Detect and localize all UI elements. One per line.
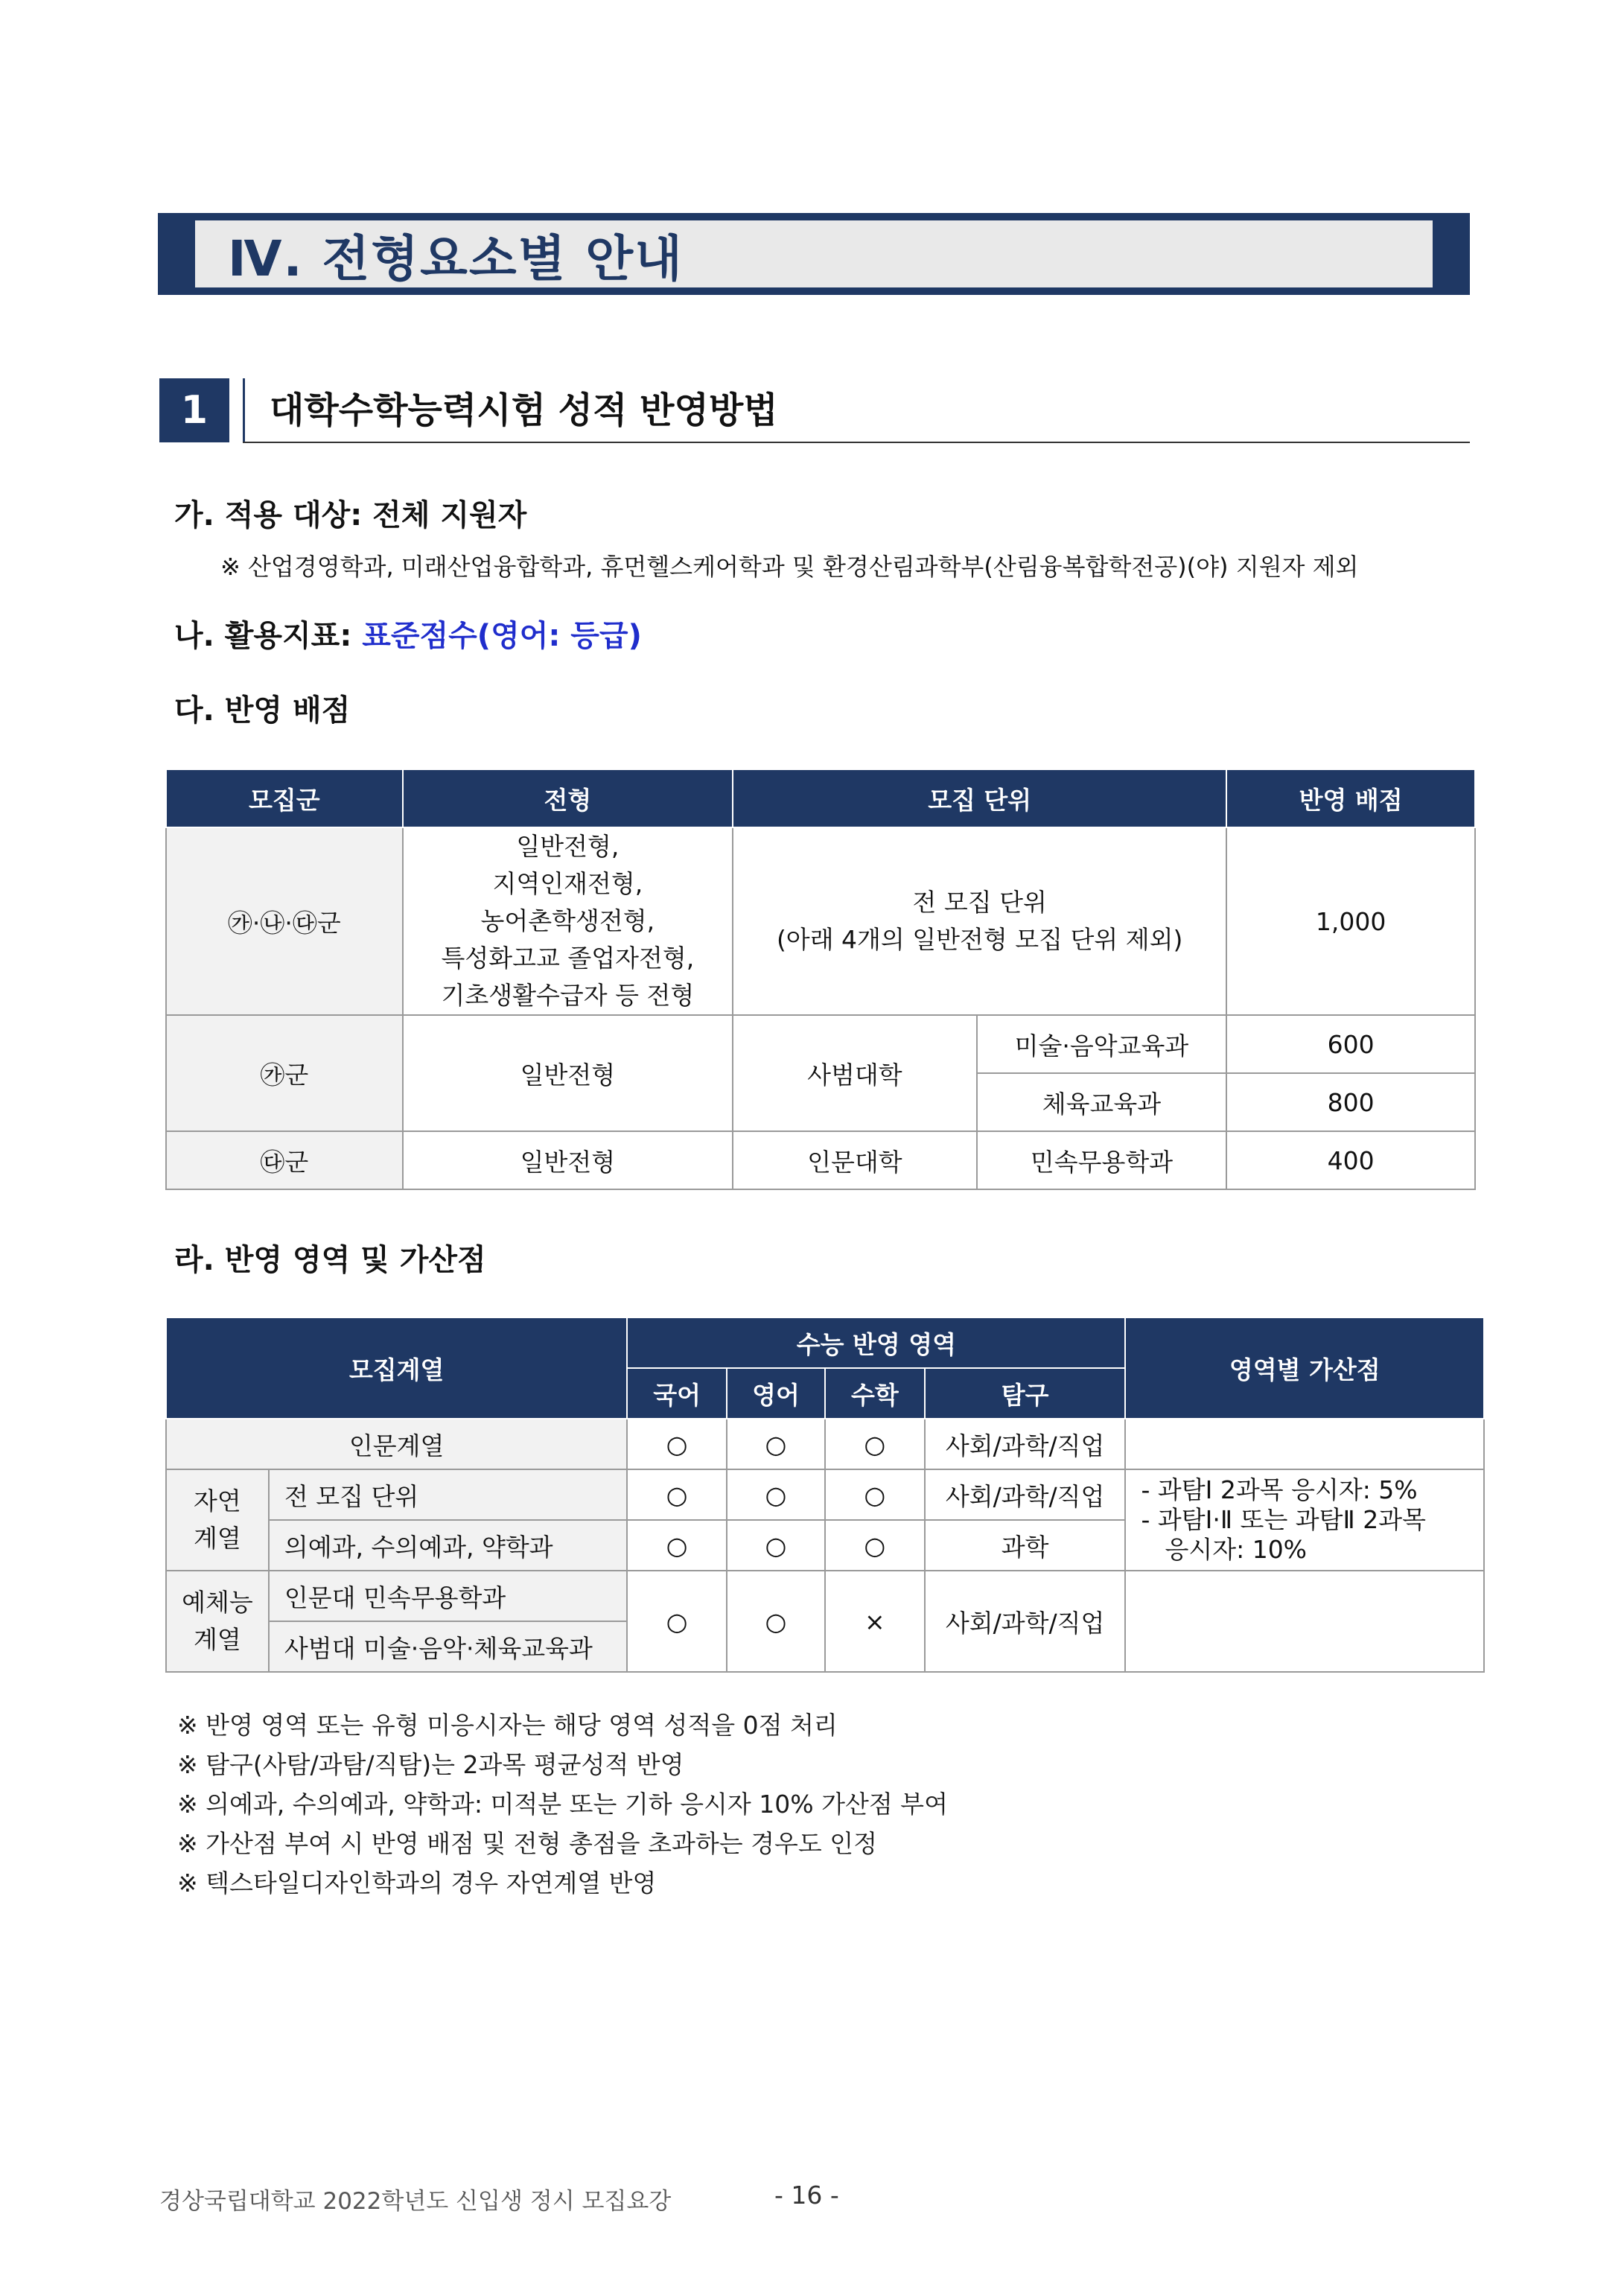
subsection-ga: 가. 적용 대상: 전체 지원자: [174, 498, 527, 532]
subsection-na: [174, 612, 642, 655]
cell-inquiry: 사회/과학/직업: [925, 1419, 1126, 1469]
cell-math: ○: [825, 1520, 925, 1571]
subsection-na-label: 나. 활용지표:: [174, 619, 363, 653]
bonus-line: 응시자: 10%: [1165, 1535, 1308, 1564]
cell-math: ×: [825, 1571, 925, 1672]
bonus-line: - 과탐Ⅰ 2과목 응시자: 5%: [1141, 1475, 1418, 1504]
cell-type: 일반전형: [403, 1015, 733, 1131]
section-title: 대학수학능력시험 성적 반영방법: [270, 389, 778, 431]
cell-inquiry: 과학: [925, 1520, 1126, 1571]
cell-korean: ○: [627, 1571, 727, 1672]
header-math: 수학: [825, 1368, 925, 1419]
cell-math: ○: [825, 1419, 925, 1469]
group-line: 계열: [194, 1625, 241, 1654]
chapter-title: Ⅳ. 전형요소별 안내: [228, 229, 684, 287]
section-divider: [243, 378, 245, 442]
type-line: 지역인재전형,: [492, 869, 643, 898]
table-header-row: [166, 1317, 1484, 1368]
group-line: 예체능: [182, 1588, 253, 1617]
header-unit: 모집 단위: [733, 769, 1226, 827]
section-number: 1: [159, 378, 229, 442]
cell-english: ○: [727, 1469, 825, 1520]
cell-korean: ○: [627, 1419, 727, 1469]
note-item: ※ 반영 영역 또는 유형 미응시자는 해당 영역 성적을 0점 처리: [177, 1711, 838, 1740]
cell-inquiry: 사회/과학/직업: [925, 1469, 1126, 1520]
cell-dept: 미술·음악교육과: [977, 1015, 1227, 1073]
table-row: [166, 1015, 1475, 1073]
cell-english: ○: [727, 1419, 825, 1469]
cell-track-group: [166, 1571, 269, 1672]
cell-group: ㉮·㉯·㉰군: [166, 827, 403, 1015]
notes-list: [177, 1705, 948, 1903]
cell-type: 일반전형: [403, 1131, 733, 1189]
cell-math: ○: [825, 1469, 925, 1520]
table-row: [166, 1571, 1484, 1621]
section-underline: [243, 442, 1470, 443]
header-group: 모집군: [166, 769, 403, 827]
unit-line: (아래 4개의 일반전형 모집 단위 제외): [776, 925, 1183, 954]
header-csat: 수능 반영 영역: [627, 1317, 1125, 1368]
cell-group: ㉮군: [166, 1015, 403, 1131]
subsection-da: 다. 반영 배점: [174, 693, 351, 728]
bonus-line: - 과탐Ⅰ·Ⅱ 또는 과탐Ⅱ 2과목: [1141, 1505, 1427, 1534]
csat-area-table: [165, 1317, 1485, 1673]
page-number: - 16 -: [774, 2181, 839, 2210]
subsection-na-value: 표준점수(영어: 등급): [362, 619, 642, 653]
cell-track: 전 모집 단위: [269, 1469, 627, 1520]
header-bonus: 영역별 가산점: [1125, 1317, 1484, 1419]
cell-score: 800: [1226, 1073, 1475, 1131]
note-item: ※ 탐구(사탐/과탐/직탐)는 2과목 평균성적 반영: [177, 1750, 684, 1779]
cell-english: ○: [727, 1520, 825, 1571]
cell-college: 사범대학: [733, 1015, 977, 1131]
header-type: 전형: [403, 769, 733, 827]
cell-track: 인문대 민속무용학과: [269, 1571, 627, 1621]
header-english: 영어: [727, 1368, 825, 1419]
cell-track: 인문계열: [166, 1419, 627, 1469]
type-line: 농어촌학생전형,: [480, 906, 655, 935]
header-track: 모집계열: [166, 1317, 627, 1419]
note-item: ※ 텍스타일디자인학과의 경우 자연계열 반영: [177, 1869, 657, 1898]
cell-type-list: [403, 827, 733, 1015]
cell-bonus-empty: [1125, 1419, 1484, 1469]
score-allocation-table: [165, 769, 1476, 1190]
header-korean: 국어: [627, 1368, 727, 1419]
subsection-ra: 라. 반영 영역 및 가산점: [174, 1243, 486, 1277]
cell-unit: [733, 827, 1226, 1015]
chapter-banner: [158, 213, 1470, 295]
cell-english: ○: [727, 1571, 825, 1672]
table-header-row: [166, 769, 1475, 827]
cell-bonus: [1125, 1469, 1484, 1571]
header-inquiry: 탐구: [925, 1368, 1126, 1419]
type-line: 기초생활수급자 등 전형: [441, 981, 695, 1010]
cell-track: 의예과, 수의예과, 약학과: [269, 1520, 627, 1571]
table-row: [166, 1419, 1484, 1469]
table-row: [166, 1469, 1484, 1520]
table-row: [166, 1131, 1475, 1189]
cell-dept: 민속무용학과: [977, 1131, 1227, 1189]
cell-college: 인문대학: [733, 1131, 977, 1189]
cell-bonus-empty: [1125, 1571, 1484, 1672]
type-line: 특성화고교 졸업자전형,: [441, 944, 695, 973]
cell-track: 사범대 미술·음악·체육교육과: [269, 1621, 627, 1672]
footer-text: 경상국립대학교 2022학년도 신입생 정시 모집요강: [159, 2188, 672, 2215]
cell-score: 400: [1226, 1131, 1475, 1189]
group-line: 계열: [194, 1524, 241, 1553]
group-line: 자연: [194, 1486, 241, 1516]
cell-group: ㉰군: [166, 1131, 403, 1189]
cell-inquiry: 사회/과학/직업: [925, 1571, 1126, 1672]
cell-korean: ○: [627, 1469, 727, 1520]
header-score: 반영 배점: [1226, 769, 1475, 827]
cell-track-group: [166, 1469, 269, 1571]
chapter-banner-inner: [195, 220, 1433, 287]
cell-korean: ○: [627, 1520, 727, 1571]
subsection-ga-note: ※ 산업경영학과, 미래산업융합학과, 휴먼헬스케어학과 및 환경산림과학부(산림융복합학전공)(야) 지원자 제외: [220, 553, 1359, 581]
table-row: [166, 827, 1475, 1015]
cell-score: 1,000: [1226, 827, 1475, 1015]
cell-score: 600: [1226, 1015, 1475, 1073]
cell-dept: 체육교육과: [977, 1073, 1227, 1131]
note-item: ※ 가산점 부여 시 반영 배점 및 전형 총점을 초과하는 경우도 인정: [177, 1829, 877, 1858]
type-line: 일반전형,: [516, 832, 620, 861]
note-item: ※ 의예과, 수의예과, 약학과: 미적분 또는 기하 응시자 10% 가산점 부여: [177, 1790, 948, 1819]
unit-line: 전 모집 단위: [912, 888, 1047, 917]
